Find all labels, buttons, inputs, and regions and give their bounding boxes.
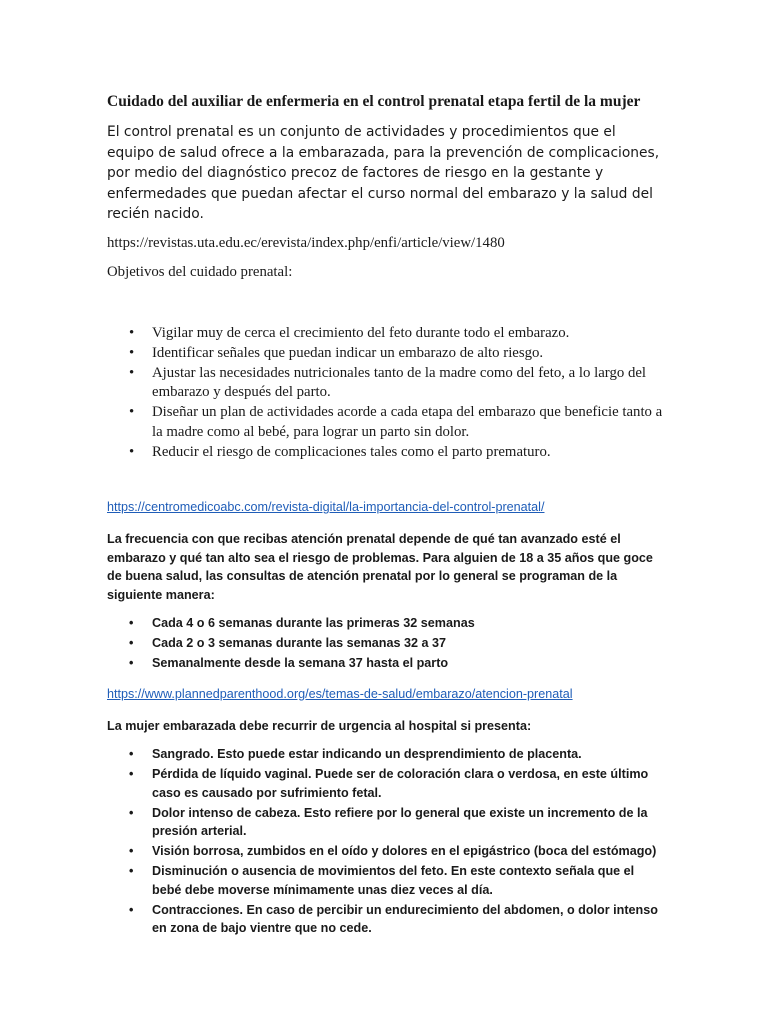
objectives-heading: Objetivos del cuidado prenatal: [107,263,293,280]
list-item [107,364,667,403]
bullet-icon: • [129,404,135,420]
bullet-icon: • [129,364,135,381]
list-item [107,614,667,633]
schedule-list [107,614,667,673]
list-item [107,403,667,442]
bullet-icon: • [129,864,134,878]
list-item [107,324,667,344]
objectives-list [107,324,667,463]
bullet-icon: • [129,844,134,858]
urgency-signs-list [107,745,667,938]
bullet-icon: • [129,324,135,341]
document-content [107,92,667,939]
schedule-text: Semanalmente desde la semana 37 hasta el parto [152,656,449,670]
urgency-sign-text: Contracciones. En caso de percibir un endurecimiento del abdomen, o dolor intenso en zona de bajo vientre que no cede. [152,902,658,935]
urgency-heading: La mujer embarazada debe recurrir de urgencia al hospital si presenta: [107,718,532,733]
schedule-text: Cada 4 o 6 semanas durante las primeras 32 semanas [152,616,475,630]
list-item [107,654,667,673]
list-item [107,344,667,364]
urgency-sign-text: Disminución o ausencia de movimientos del feto. En este contexto señala que el bebé debe moverse mínimamente unas diez veces al día. [152,864,635,897]
frequency-paragraph: La frecuencia con que recibas atención prenatal depende de qué tan avanzado esté el embarazo y qué tan alto sea el riesgo de problemas. Para alguien de 18 a 35 años que goce de buena salud, las consultas de atención prenatal por lo general se programan de la siguiente manera: [107,532,653,602]
bullet-icon: • [129,656,134,670]
list-item [107,804,667,841]
urgency-sign-text: Sangrado. Esto puede estar indicando un desprendimiento de placenta. [152,747,582,761]
source-url-text: https://revistas.uta.edu.ec/erevista/index.php/enfi/article/view/1480 [107,234,505,251]
urgency-sign-text: Dolor intenso de cabeza. Esto refiere por lo general que existe un incremento de la presión arterial. [152,805,648,838]
bullet-icon: • [129,902,134,917]
bullet-icon: • [129,805,134,820]
bullet-icon: • [129,344,135,361]
schedule-text: Cada 2 o 3 semanas durante las semanas 32 a 37 [152,636,447,650]
bullet-icon: • [129,767,134,781]
urgency-sign-text: Visión borrosa, zumbidos en el oído y dolores en el epigástrico (boca del estómago) [152,844,657,858]
list-item [107,634,667,653]
plannedparenthood-link[interactable]: https://www.plannedparenthood.org/es/temas-de-salud/embarazo/atencion-prenatal [107,686,573,701]
objective-text: Diseñar un plan de actividades acorde a cada etapa del embarazo que beneficie tanto a la madre como al bebé, para lograr un parto sin dolor. [152,404,663,440]
bullet-icon: • [129,747,134,761]
list-item [107,745,667,764]
objective-text: Ajustar las necesidades nutricionales tanto de la madre como del feto, a lo largo del embarazo y después del parto. [152,364,647,400]
objective-text: Identificar señales que puedan indicar un embarazo de alto riesgo. [152,344,544,361]
document-title: Cuidado del auxiliar de enfermeria en el control prenatal etapa fertil de la mujer [107,93,641,110]
list-item [107,842,667,861]
urgency-sign-text: Pérdida de líquido vaginal. Puede ser de coloración clara o verdosa, en este último caso es causado por sufrimiento fetal. [152,767,649,800]
bullet-icon: • [129,443,135,460]
bullet-icon: • [129,616,134,630]
list-item [107,862,667,899]
list-item [107,901,667,938]
intro-paragraph: El control prenatal es un conjunto de actividades y procedimientos que el equipo de salud ofrece a la embarazada, para la prevención de complicaciones, por medio del diagnóstico precoz de factores de riesgo en la gestante y enfermedades que puedan afectar el curso normal del embarazo y la salud del recién nacido. [107,124,660,222]
list-item [107,765,667,802]
bullet-icon: • [129,636,134,650]
objective-text: Vigilar muy de cerca el crecimiento del feto durante todo el embarazo. [152,324,570,341]
centromedico-link[interactable]: https://centromedicoabc.com/revista-digital/la-importancia-del-control-prenatal/ [107,500,545,514]
list-item [107,443,667,463]
objective-text: Reducir el riesgo de complicaciones tales como el parto prematuro. [152,443,551,460]
